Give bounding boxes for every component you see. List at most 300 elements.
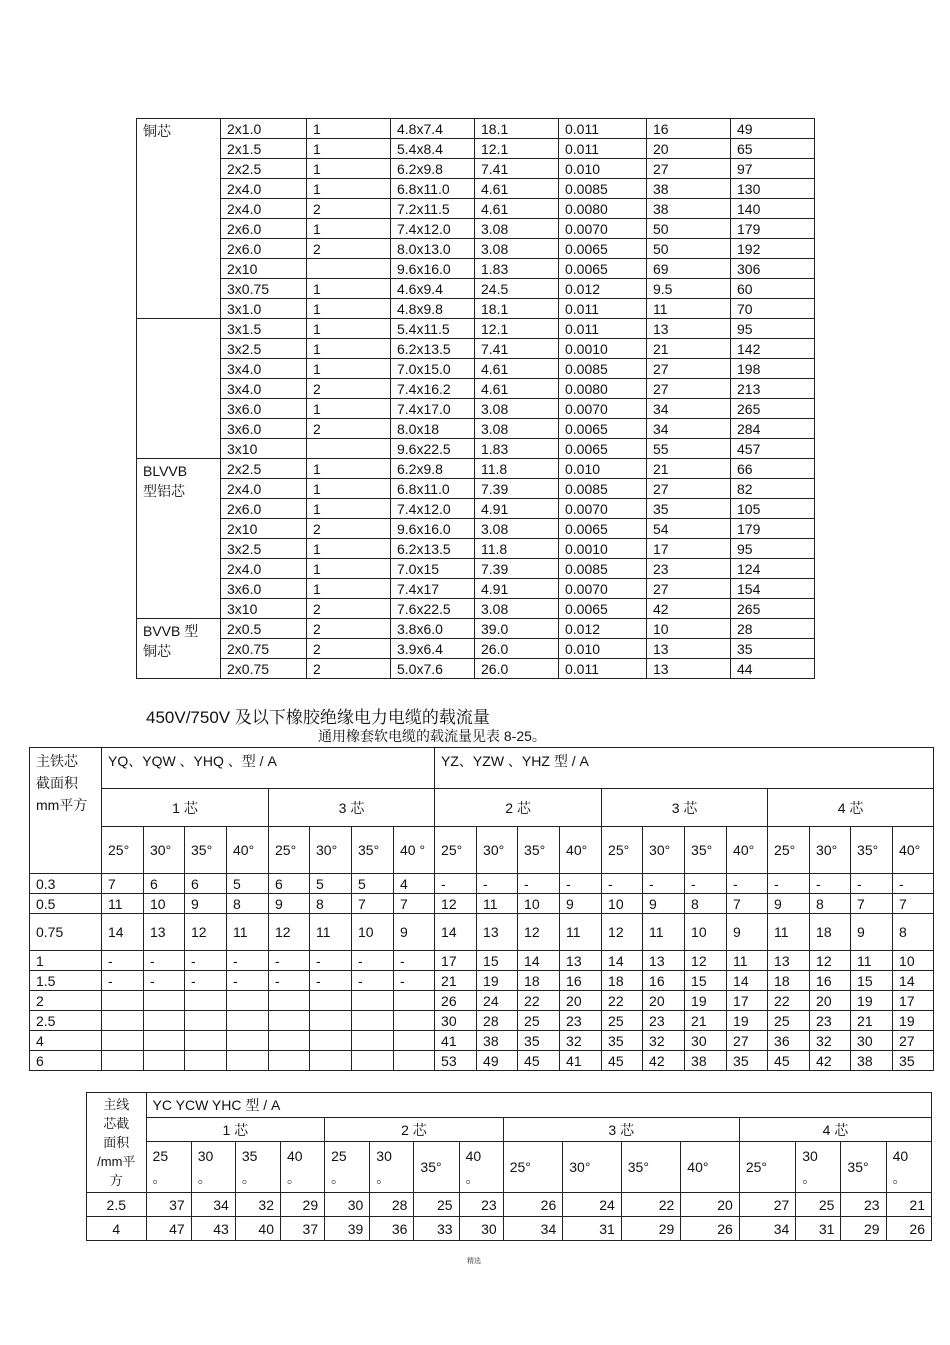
- table-cell: -: [310, 951, 352, 971]
- table-cell: 2x4.0: [221, 559, 307, 579]
- row-label: 0.5: [30, 894, 102, 914]
- table-cell: [144, 1031, 185, 1051]
- table-cell: 7: [727, 894, 768, 914]
- table-cell: 21: [685, 1011, 727, 1031]
- table-cell: 11: [768, 914, 810, 951]
- table-cell: 55: [647, 439, 731, 459]
- cell-text-line: /mm平: [97, 1154, 136, 1169]
- table-cell: 7.4x12.0: [391, 219, 475, 239]
- table-cell: 0.0010: [559, 339, 647, 359]
- table-cell: 8.0x18: [391, 419, 475, 439]
- table-row: [137, 119, 815, 139]
- table-cell: 32: [643, 1031, 685, 1051]
- table-cell: 9.6x22.5: [391, 439, 475, 459]
- table-cell: 1: [307, 579, 391, 599]
- table-row: [137, 479, 815, 499]
- cell-text-line: 。: [331, 1170, 346, 1187]
- temperature-header: [621, 1142, 681, 1193]
- table-cell: 28: [477, 1011, 518, 1031]
- table-cell: 2x2.5: [221, 159, 307, 179]
- table-cell: 7.39: [475, 559, 559, 579]
- table-cell: 70: [731, 299, 815, 319]
- table-cell: 0.010: [559, 459, 647, 479]
- table-cell: 2x10: [221, 259, 307, 279]
- table-cell: 38: [647, 199, 731, 219]
- temperature-header: 40°: [727, 827, 768, 874]
- table-cell: 35: [731, 639, 815, 659]
- table-cell: 3x1.0: [221, 299, 307, 319]
- table-cell: 14: [727, 971, 768, 991]
- temperature-header: [280, 1142, 324, 1193]
- table-cell: 30: [459, 1217, 503, 1241]
- table-cell: 26.0: [475, 639, 559, 659]
- table-cell: -: [768, 874, 810, 894]
- core-count-header: 1 芯: [102, 789, 269, 827]
- table-cell: 20: [643, 991, 685, 1011]
- table-cell: 27: [647, 359, 731, 379]
- table-cell: 0.0065: [559, 239, 647, 259]
- table-cell: 38: [477, 1031, 518, 1051]
- table-cell: -: [477, 874, 518, 894]
- table-row: [30, 894, 934, 914]
- temperature-header: 35°: [352, 827, 394, 874]
- table-row: [137, 459, 815, 479]
- cell-text-line: 35°: [627, 1159, 649, 1176]
- cell-text-line: 。: [152, 1170, 167, 1187]
- table-cell: 16: [810, 971, 851, 991]
- table-cell: -: [518, 874, 560, 894]
- table-cell: 11.8: [475, 459, 559, 479]
- table-cell: 32: [560, 1031, 602, 1051]
- table-cell: 7: [102, 874, 144, 894]
- cell-text-line: 35: [241, 1148, 258, 1165]
- table-row: [137, 599, 815, 619]
- table-cell: 18: [810, 914, 851, 951]
- table-cell: 0.0080: [559, 199, 647, 219]
- header-row: [30, 789, 934, 827]
- table-cell: 42: [643, 1051, 685, 1071]
- table-cell: 54: [647, 519, 731, 539]
- temperature-header: 25°: [102, 827, 144, 874]
- page-footer: 精选: [467, 1258, 481, 1265]
- table-cell: 3.9x6.4: [391, 639, 475, 659]
- temperature-header: 25°: [602, 827, 643, 874]
- table-cell: 0.0065: [559, 259, 647, 279]
- table-cell: 7.39: [475, 479, 559, 499]
- table-cell: [102, 1031, 144, 1051]
- table-cell: 30: [325, 1193, 370, 1217]
- group-label: [137, 459, 221, 619]
- table-cell: 9.6x16.0: [391, 519, 475, 539]
- table-cell: 7: [893, 894, 934, 914]
- table-cell: 3x6.0: [221, 399, 307, 419]
- temperature-header: [503, 1142, 563, 1193]
- table-cell: 12: [602, 914, 643, 951]
- row-label: 0.3: [30, 874, 102, 894]
- table-cell: 69: [647, 259, 731, 279]
- table-cell: -: [394, 971, 435, 991]
- table-cell: 7.2x11.5: [391, 199, 475, 219]
- table-row: [30, 1051, 934, 1071]
- table-cell: 213: [731, 379, 815, 399]
- table-cell: 44: [731, 659, 815, 679]
- table-cell: 16: [643, 971, 685, 991]
- cell-text-line: 35°: [420, 1159, 442, 1176]
- table-cell: 7.4x16.2: [391, 379, 475, 399]
- temperature-header: [325, 1142, 370, 1193]
- table-cell: 13: [647, 319, 731, 339]
- temperature-header: 40°: [560, 827, 602, 874]
- table-cell: 11: [727, 951, 768, 971]
- table-cell: 15: [851, 971, 893, 991]
- table-cell: 3.08: [475, 419, 559, 439]
- table-cell: 25: [796, 1193, 841, 1217]
- table-cell: -: [144, 951, 185, 971]
- table-cell: 2x6.0: [221, 219, 307, 239]
- table-cell: [269, 991, 310, 1011]
- cell-text-line: 型铝芯: [143, 483, 185, 499]
- table-cell: 1.83: [475, 259, 559, 279]
- table-cell: 3x10: [221, 439, 307, 459]
- table-row: [137, 639, 815, 659]
- cell-text-line: 。: [376, 1170, 391, 1187]
- table-cell: 17: [435, 951, 477, 971]
- table-cell: 0.011: [559, 319, 647, 339]
- table-cell: 8: [810, 894, 851, 914]
- core-count-header: 2 芯: [325, 1117, 504, 1142]
- table-cell: 14: [102, 914, 144, 951]
- table-cell: [102, 1011, 144, 1031]
- table-cell: 12: [685, 951, 727, 971]
- table-cell: 23: [560, 1011, 602, 1031]
- row-label: 2.5: [30, 1011, 102, 1031]
- table-cell: 9: [269, 894, 310, 914]
- table-cell: 34: [503, 1217, 563, 1241]
- table-cell: 5: [310, 874, 352, 894]
- table-cell: 6.2x13.5: [391, 339, 475, 359]
- table-cell: [352, 1051, 394, 1071]
- table-cell: 3x0.75: [221, 279, 307, 299]
- table-cell: 0.0070: [559, 579, 647, 599]
- table-cell: 25: [518, 1011, 560, 1031]
- table-cell: [227, 991, 269, 1011]
- table-cell: 7.41: [475, 339, 559, 359]
- table-cell: 10: [144, 894, 185, 914]
- table-cell: 192: [731, 239, 815, 259]
- table-cell: 130: [731, 179, 815, 199]
- table-cell: 38: [685, 1051, 727, 1071]
- table-cell: [269, 1031, 310, 1051]
- table-cell: 2: [307, 239, 391, 259]
- cell-text-line: 30: [197, 1148, 214, 1165]
- table-cell: 0.0085: [559, 559, 647, 579]
- cell-text-line: 铜芯: [143, 123, 171, 139]
- table-cell: 82: [731, 479, 815, 499]
- table-cell: 105: [731, 499, 815, 519]
- table-row: [30, 914, 934, 951]
- table-cell: 13: [647, 639, 731, 659]
- table-cell: 12: [185, 914, 227, 951]
- row-label: 4: [87, 1217, 147, 1241]
- table-cell: 26: [886, 1217, 931, 1241]
- table-cell: 18.1: [475, 299, 559, 319]
- table-cell: 23: [647, 559, 731, 579]
- table-cell: 1: [307, 539, 391, 559]
- table-cell: 1: [307, 159, 391, 179]
- table-cell: [394, 1031, 435, 1051]
- table-cell: 2x6.0: [221, 499, 307, 519]
- table-cell: 2x1.0: [221, 119, 307, 139]
- core-count-header: 3 芯: [602, 789, 768, 827]
- table-cell: 38: [647, 179, 731, 199]
- table-cell: 34: [647, 419, 731, 439]
- table-cell: 6: [269, 874, 310, 894]
- table-row: [30, 951, 934, 971]
- table-row: [137, 579, 815, 599]
- table-cell: 11: [647, 299, 731, 319]
- table-cell: 35: [518, 1031, 560, 1051]
- table-cell: 0.010: [559, 639, 647, 659]
- group-label: [137, 119, 221, 319]
- table-cell: 19: [685, 991, 727, 1011]
- table-row: [137, 359, 815, 379]
- temperature-header: 30°: [643, 827, 685, 874]
- table-cell: 7.41: [475, 159, 559, 179]
- table-cell: 3x2.5: [221, 539, 307, 559]
- table-cell: 19: [727, 1011, 768, 1031]
- row-label: 1: [30, 951, 102, 971]
- table-cell: 20: [681, 1193, 740, 1217]
- table-cell: 4.91: [475, 499, 559, 519]
- table-cell: 9: [768, 894, 810, 914]
- table-cell: 35: [602, 1031, 643, 1051]
- row-label: 1.5: [30, 971, 102, 991]
- temperature-header: 25°: [435, 827, 477, 874]
- cell-text-line: 。: [892, 1170, 907, 1187]
- table-cell: 22: [518, 991, 560, 1011]
- table-cell: 7.0x15: [391, 559, 475, 579]
- table-cell: 19: [851, 991, 893, 1011]
- table-cell: 29: [621, 1217, 681, 1241]
- table-cell: 3x4.0: [221, 379, 307, 399]
- table-row: [137, 259, 815, 279]
- temperature-header: [370, 1142, 414, 1193]
- table-cell: 11: [227, 914, 269, 951]
- table-cell: 25: [602, 1011, 643, 1031]
- table-cell: 265: [731, 399, 815, 419]
- table-cell: 2x0.75: [221, 659, 307, 679]
- core-count-header: 3 芯: [503, 1117, 739, 1142]
- table-cell: 11: [102, 894, 144, 914]
- temperature-header: [796, 1142, 841, 1193]
- table-cell: 8: [893, 914, 934, 951]
- table-cell: 95: [731, 539, 815, 559]
- table-cell: 0.0070: [559, 499, 647, 519]
- table-cell: 0.011: [559, 139, 647, 159]
- cell-text-line: 。: [465, 1170, 480, 1187]
- table-cell: 5.4x11.5: [391, 319, 475, 339]
- cell-text-line: 截面积: [36, 775, 78, 791]
- table-cell: [310, 1051, 352, 1071]
- header-row: [30, 827, 934, 874]
- table-cell: 3.08: [475, 239, 559, 259]
- table-cell: 23: [810, 1011, 851, 1031]
- table-cell: 26: [503, 1193, 563, 1217]
- table-cell: 2: [307, 519, 391, 539]
- cell-text-line: 30: [376, 1148, 392, 1165]
- temperature-header: [563, 1142, 622, 1193]
- table-cell: 45: [768, 1051, 810, 1071]
- table-cell: [144, 1011, 185, 1031]
- table-cell: 35: [727, 1051, 768, 1071]
- table-cell: 33: [414, 1217, 459, 1241]
- table-cell: 6.2x9.8: [391, 159, 475, 179]
- table-row: [137, 319, 815, 339]
- table-row: [30, 874, 934, 894]
- table-cell: 27: [727, 1031, 768, 1051]
- table-cell: 6: [185, 874, 227, 894]
- cell-text-line: 。: [286, 1170, 301, 1187]
- table-cell: 8.0x13.0: [391, 239, 475, 259]
- table-cell: 28: [731, 619, 815, 639]
- table-cell: 21: [435, 971, 477, 991]
- cell-text-line: 40: [286, 1148, 303, 1165]
- table-cell: 265: [731, 599, 815, 619]
- table-cell: 24: [563, 1193, 622, 1217]
- table-row: [137, 339, 815, 359]
- table-cell: 53: [435, 1051, 477, 1071]
- table-cell: 13: [643, 951, 685, 971]
- cell-text-line: 25: [152, 1148, 169, 1165]
- table-cell: 0.0070: [559, 219, 647, 239]
- table-cell: 22: [621, 1193, 681, 1217]
- table-cell: 10: [647, 619, 731, 639]
- temperature-header: 25°: [269, 827, 310, 874]
- table-cell: [227, 1051, 269, 1071]
- table-cell: 0.012: [559, 279, 647, 299]
- table-cell: 1: [307, 299, 391, 319]
- temperature-header: [414, 1142, 459, 1193]
- row-label: 0.75: [30, 914, 102, 951]
- table-cell: 29: [841, 1217, 886, 1241]
- table-row: [137, 139, 815, 159]
- table-cell: 24.5: [475, 279, 559, 299]
- cell-text-line: 。: [241, 1170, 256, 1187]
- table-cell: 5.4x8.4: [391, 139, 475, 159]
- table-cell: 11.8: [475, 539, 559, 559]
- table-cell: 17: [647, 539, 731, 559]
- table-cell: 4.91: [475, 579, 559, 599]
- cell-text-line: 30: [802, 1148, 818, 1165]
- temperature-header: [681, 1142, 740, 1193]
- table-cell: 7: [851, 894, 893, 914]
- table-cell: 7.4x17.0: [391, 399, 475, 419]
- table-cell: 1.83: [475, 439, 559, 459]
- table-cell: 3.08: [475, 399, 559, 419]
- table-cell: 457: [731, 439, 815, 459]
- table-cell: -: [560, 874, 602, 894]
- table-cell: 9: [394, 914, 435, 951]
- table-cell: 7: [352, 894, 394, 914]
- cell-text-line: 方: [109, 1173, 123, 1188]
- table-cell: -: [352, 951, 394, 971]
- table-cell: 142: [731, 339, 815, 359]
- table-cell: 7.0x15.0: [391, 359, 475, 379]
- table-cell: -: [685, 874, 727, 894]
- table-cell: -: [727, 874, 768, 894]
- table-cell: 18: [602, 971, 643, 991]
- table-cell: 0.011: [559, 119, 647, 139]
- table-cell: 25: [768, 1011, 810, 1031]
- table-cell: 179: [731, 219, 815, 239]
- table-cell: 11: [477, 894, 518, 914]
- table-cell: 8: [310, 894, 352, 914]
- table-cell: 21: [647, 459, 731, 479]
- table-cell: -: [227, 951, 269, 971]
- cell-text-line: 主线: [103, 1097, 130, 1112]
- table-cell: -: [394, 951, 435, 971]
- table-cell: 4.61: [475, 379, 559, 399]
- table-cell: 10: [518, 894, 560, 914]
- table-cell: 12: [435, 894, 477, 914]
- table-cell: [185, 1031, 227, 1051]
- row-label: 2: [30, 991, 102, 1011]
- table-cell: 25: [414, 1193, 459, 1217]
- temperature-header: 40°: [893, 827, 934, 874]
- table-cell: -: [435, 874, 477, 894]
- table-cell: 0.0085: [559, 179, 647, 199]
- table-cell: 30: [435, 1011, 477, 1031]
- table-cell: 16: [560, 971, 602, 991]
- table-cell: 41: [435, 1031, 477, 1051]
- table-cell: 27: [647, 579, 731, 599]
- table-cell: 1: [307, 499, 391, 519]
- group-label: [137, 619, 221, 679]
- table-cell: 95: [731, 319, 815, 339]
- table-cell: 2: [307, 419, 391, 439]
- temperature-header: [146, 1142, 191, 1193]
- table-cell: 21: [886, 1193, 931, 1217]
- table-cell: [310, 991, 352, 1011]
- table-cell: 49: [731, 119, 815, 139]
- table-cell: 45: [518, 1051, 560, 1071]
- table-cell: [102, 991, 144, 1011]
- table-cell: 40: [235, 1217, 280, 1241]
- table-cell: 18: [768, 971, 810, 991]
- table-cell: 1: [307, 139, 391, 159]
- table-cell: 1: [307, 459, 391, 479]
- table-cell: 14: [435, 914, 477, 951]
- table-cell: 9.5: [647, 279, 731, 299]
- table-cell: 8: [685, 894, 727, 914]
- table-cell: 10: [602, 894, 643, 914]
- table-cell: 0.0065: [559, 599, 647, 619]
- table-cell: 5: [227, 874, 269, 894]
- cell-text-line: 25°: [509, 1159, 531, 1176]
- table-cell: 35: [647, 499, 731, 519]
- temperature-header: [841, 1142, 886, 1193]
- table-cell: 1: [307, 279, 391, 299]
- table-cell: -: [893, 874, 934, 894]
- table-cell: 35: [893, 1051, 934, 1071]
- table-cell: 0.011: [559, 659, 647, 679]
- rubber-cable-ampacity-table: [29, 747, 934, 1071]
- table-cell: 179: [731, 519, 815, 539]
- table-cell: 2x1.5: [221, 139, 307, 159]
- table-cell: 31: [796, 1217, 841, 1241]
- table-cell: 23: [841, 1193, 886, 1217]
- table-cell: 20: [647, 139, 731, 159]
